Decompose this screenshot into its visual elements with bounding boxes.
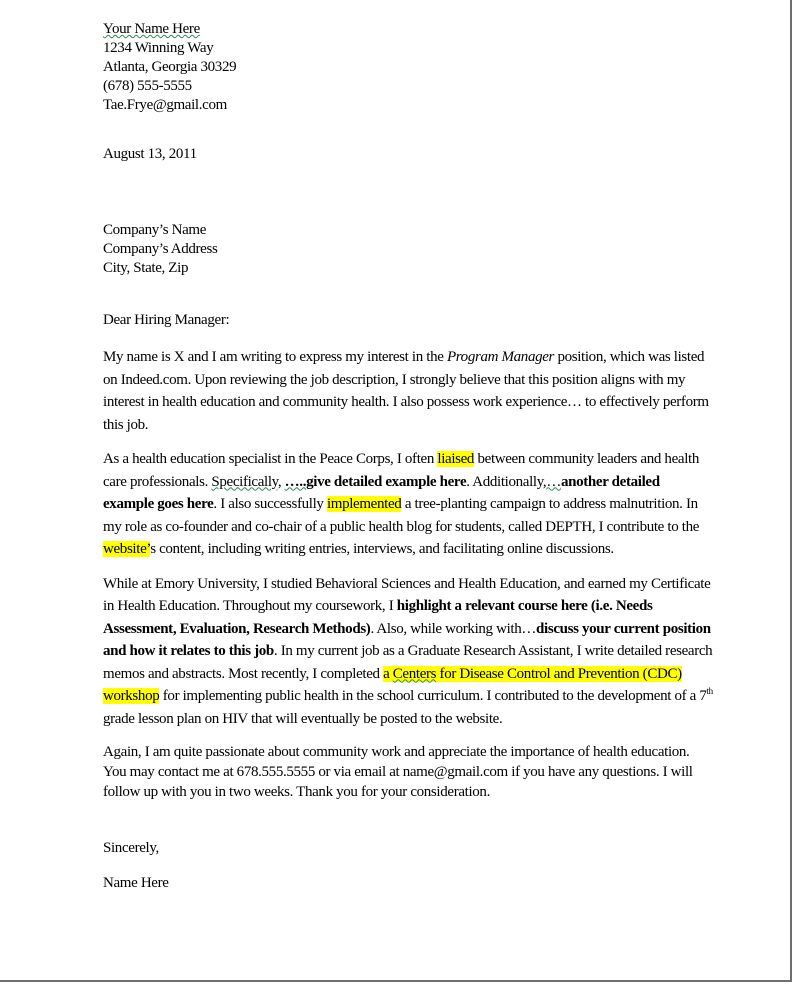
recipient-city: City, State, Zip xyxy=(103,260,189,276)
sender-block xyxy=(103,20,713,115)
highlight-implemented: implemented xyxy=(326,496,402,512)
paragraph-3: While at Emory University, I studied Behavioral Sciences and Health Education, and earned my Certificate in Health Education. Throughout my coursework, I highlight a relevant course here (i.e. Needs Assessment, Evaluation, Research Methods). Also, while working with…discuss your current position and how it relates to this job. In my current job as a Graduate Research Assistant, I write detailed research memos and abstracts. Most recently, I completed a Centers for Disease Control and Prevention (CDC) workshop for implementing public health in the school curriculum. I contributed to the development of a 7th grade lesson plan on HIV that will eventually be posted to the website. xyxy=(103,575,713,727)
sender-name: Your Name Here xyxy=(103,21,200,37)
closing: Sincerely, xyxy=(103,840,159,856)
recipient-address: Company’s Address xyxy=(103,241,218,257)
placeholder-position: discuss your current position and how it relates to this job xyxy=(103,620,711,659)
sender-phone: (678) 555-5555 xyxy=(103,78,192,94)
signature: Name Here xyxy=(103,875,169,891)
salutation: Dear Hiring Manager: xyxy=(103,312,230,328)
sender-email: Tae.Frye@gmail.com xyxy=(103,97,227,113)
sender-city: Atlanta, Georgia 30329 xyxy=(103,59,237,75)
highlight-cdc-workshop: for Disease Control and Prevention (CDC) workshop xyxy=(103,665,682,704)
placeholder-course: highlight a relevant course here (i.e. Needs Assessment, Evaluation, Research Methods) xyxy=(103,598,653,637)
paragraph-4: Again, I am quite passionate about community work and appreciate the importance of health education. You may contact me at 678.555.5555 or via email at name@gmail.com if you have any questions. I will follow up with you in two weeks. Thank you for your consideration. xyxy=(103,744,693,800)
highlight-liaised: liaised xyxy=(437,451,475,467)
highlight-website: website’ xyxy=(103,541,151,557)
placeholder-example-1: give detailed example here xyxy=(306,473,467,490)
position-title: Program Manager xyxy=(446,349,555,365)
recipient-block xyxy=(103,221,713,278)
cover-letter xyxy=(103,20,713,893)
date-block xyxy=(103,145,713,164)
paragraph-2: As a health education specialist in the Peace Corps, I often liaised between community leaders and health care professionals. Specifically, …..give detailed example here. Additionally,…another detailed example goes here. I also successfully implemented a tree-planting campaign to address malnutrition. In my role as co-founder and co-chair of a public health blog for students, called DEPTH, I contribute to the website’s content, including writing entries, interviews, and facilitating online discussions. xyxy=(103,451,700,557)
placeholder-example-2: another detailed example goes here xyxy=(103,473,660,512)
paragraph-1: My name is X and I am writing to express my interest in the Program Manager position, which was listed on Indeed.com. Upon reviewing the job description, I strongly believe that this position aligns with my interest in health education and community health. I also possess work experience… to effectively perform this job. xyxy=(103,349,709,433)
sender-street: 1234 Winning Way xyxy=(103,40,214,56)
letter-date: August 13, 2011 xyxy=(103,146,197,162)
recipient-name: Company’s Name xyxy=(103,222,207,238)
